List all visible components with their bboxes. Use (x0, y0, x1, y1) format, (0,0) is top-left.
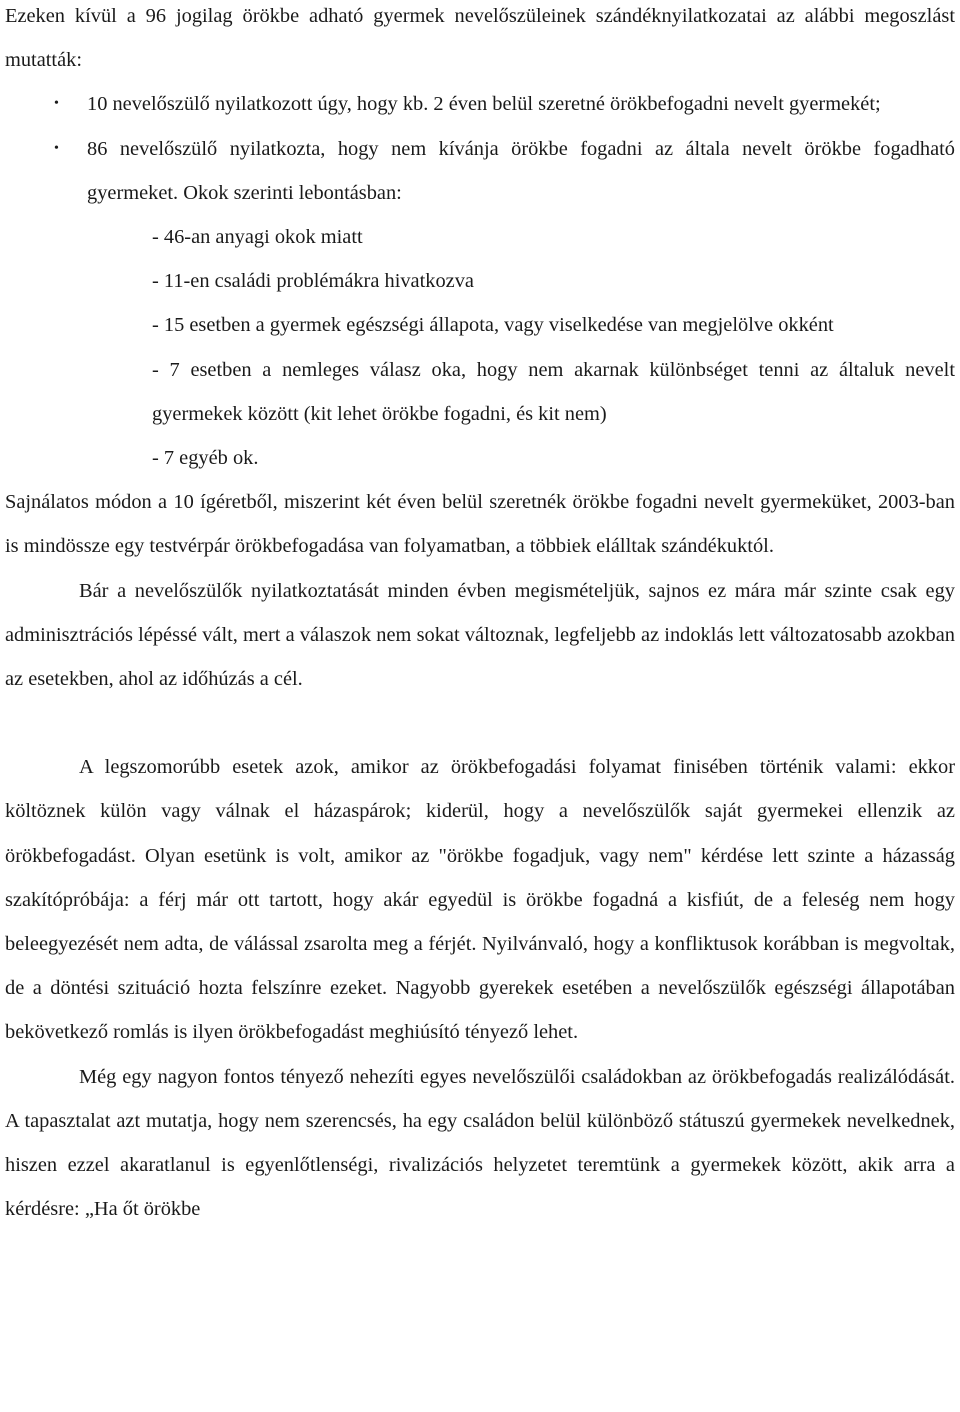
body-paragraph: Bár a nevelőszülők nyilatkoztatását minden évben megismételjük, sajnos ez mára már szinte csak egy adminisztrációs lépéssé vált, mert a válaszok nem sokat változnak, legfeljebb az indoklás lett változatosabb azokban az esetekben, ahol az időhúzás a cél. (5, 579, 955, 691)
body-paragraph: Sajnálatos módon a 10 ígéretből, miszerint két éven belül szeretnék örökbe fogadni nevelt gyermeküket, 2003-ban is mindössze egy testvérpár örökbefogadása van folyamatban, a többiek elálltak szándékuktól. (5, 491, 955, 558)
document-page (5, 0, 955, 1231)
body-paragraph: Még egy nagyon fontos tényező nehezíti egyes nevelőszülői családokban az örökbefogadás realizálódását. A tapasztalat azt mutatja, hogy nem szerencsés, ha egy családon belül különböző státuszú gyermekek nevelkednek, hiszen ezzel akaratlanul is egyenlőtlenségi, rivalizációs helyzetet teremtünk a gyermekek között, akik arra a kérdésre: „Ha őt örökbe (5, 1065, 955, 1221)
bullet-icon: • (54, 96, 59, 112)
intro-paragraph: Ezeken kívül a 96 jogilag örökbe adható gyermek nevelőszüleinek szándéknyilatkozatai az alábbi megoszlást mutatták: (5, 5, 955, 72)
reasons-breakdown (5, 215, 955, 480)
intention-list (5, 82, 955, 215)
reason-item: - 7 esetben a nemleges válasz oka, hogy nem akarnak különbséget tenni az általuk nevelt gyermekek között (kit lehet örökbe fogadni, és kit nem) (152, 358, 955, 425)
reason-item: - 11-en családi problémákra hivatkozva (152, 270, 474, 293)
list-item (5, 127, 955, 215)
list-item (5, 82, 955, 126)
paragraph-gap (5, 701, 955, 745)
reason-item: - 7 egyéb ok. (152, 447, 259, 470)
bullet-icon: • (54, 140, 59, 156)
reason-item: - 15 esetben a gyermek egészségi állapota, vagy viselkedése van megjelölve okként (152, 314, 834, 337)
list-item-text: 10 nevelőszülő nyilatkozott úgy, hogy kb. 2 éven belül szeretné örökbefogadni nevelt gyermekét; (87, 93, 881, 116)
body-paragraph: A legszomorúbb esetek azok, amikor az örökbefogadási folyamat finisében történik valami: ekkor költöznek külön vagy válnak el házaspárok; kiderül, hogy a nevelőszülők saját gyermekei ellenzik az örökbefogadást. Olyan esetünk is volt, amikor az "örökbe fogadjuk, vagy nem" kérdése lett szinte a házasság szakítópróbája: a férj már ott tartott, hogy akár egyedül is örökbe fogadná a kisfiút, de a feleség nem hogy beleegyezését nem adta, de válással zsarolta meg a férjét. Nyilvánvaló, hogy a konfliktusok korábban is megvoltak, de a döntési szituáció hozta felszínre ezeket. Nagyobb gyerekek esetében a nevelőszülők egészségi állapotában bekövetkező romlás is ilyen örökbefogadást meghiúsító tényező lehet. (5, 756, 955, 1044)
list-item-text: 86 nevelőszülő nyilatkozta, hogy nem kívánja örökbe fogadni az általa nevelt örökbe fogadható gyermeket. Okok szerinti lebontásban: (87, 137, 955, 204)
reason-item: - 46-an anyagi okok miatt (152, 226, 363, 249)
